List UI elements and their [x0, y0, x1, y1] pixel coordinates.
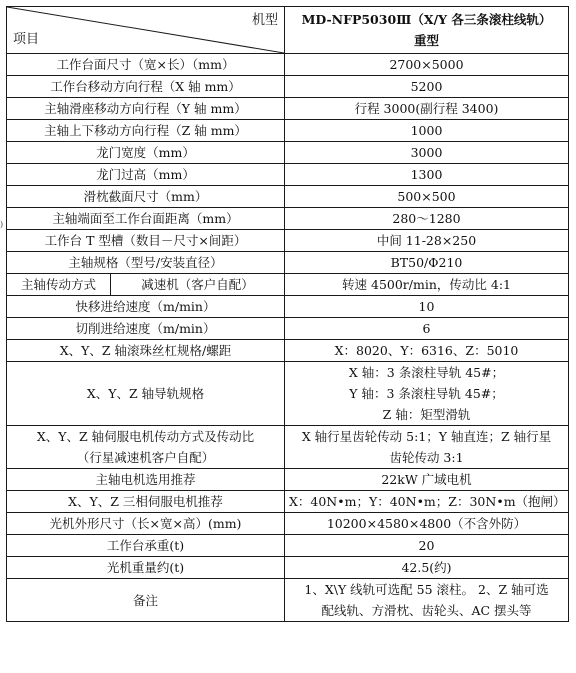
row-label: 主轴规格（型号/安装直径）: [7, 252, 285, 274]
model-name: MD-NFP5030Ⅲ（X/Y 各三条滚柱线轨）: [301, 12, 552, 27]
row-label: 光机外形尺寸（长×宽×高）(mm): [7, 513, 285, 535]
row-value: 3000: [285, 142, 569, 164]
row-value: 500×500: [285, 186, 569, 208]
table-row: [7, 318, 569, 340]
row-label: 工作台移动方向行程（X 轴 mm）: [7, 76, 285, 98]
table-row: [7, 76, 569, 98]
guide-value-cell: [285, 362, 569, 426]
servo-value-cell: [285, 426, 569, 469]
row-value: 10: [285, 296, 569, 318]
servo-row: [7, 426, 569, 469]
table-row: [7, 54, 569, 76]
row-value: 2700×5000: [285, 54, 569, 76]
model-class: 重型: [413, 33, 439, 48]
table-row: [7, 469, 569, 491]
header-diagonal-cell: [7, 7, 285, 54]
guide-value-y: Y 轴：3 条滚柱导轨 45#；: [349, 386, 504, 401]
table-row: [7, 513, 569, 535]
model-name-cell: [285, 7, 569, 54]
guide-value-x: X 轴：3 条滚柱导轨 45#；: [348, 365, 505, 380]
servo-value-line2: 齿轮传动 3:1: [389, 450, 464, 465]
row-value: 1300: [285, 164, 569, 186]
row-label: 快移进给速度（m/min）: [7, 296, 285, 318]
table-row: [7, 186, 569, 208]
header-row: [7, 7, 569, 54]
row-value: 行程 3000(副行程 3400): [285, 98, 569, 120]
row-value: 10200×4580×4800（不含外防）: [285, 513, 569, 535]
row-value: X：8020、Y：6316、Z：5010: [285, 340, 569, 362]
row-label: 主轴上下移动方向行程（Z 轴 mm）: [7, 120, 285, 142]
remark-label: 备注: [7, 579, 285, 622]
table-row: [7, 120, 569, 142]
table-row: [7, 98, 569, 120]
row-label: X、Y、Z 三相伺服电机推荐: [7, 491, 285, 513]
drive-label-main: 主轴传动方式: [7, 274, 111, 296]
guide-label: X、Y、Z 轴导轨规格: [7, 362, 285, 426]
remark-row: [7, 579, 569, 622]
diagonal-line: [7, 7, 284, 53]
row-label: 主轴端面至工作台面距离（mm）: [7, 208, 285, 230]
row-value: 20: [285, 535, 569, 557]
table-row: [7, 252, 569, 274]
drive-row: [7, 274, 569, 296]
row-value: 中间 11-28×250: [285, 230, 569, 252]
guide-value-z: Z 轴：矩型滑轨: [382, 407, 471, 422]
row-label: 主轴滑座移动方向行程（Y 轴 mm）: [7, 98, 285, 120]
row-label: 主轴电机选用推荐: [7, 469, 285, 491]
row-label: 切削进给速度（m/min）: [7, 318, 285, 340]
remark-value-cell: [285, 579, 569, 622]
row-value: 22kW 广域电机: [285, 469, 569, 491]
remark-line2: 配线轨、方滑枕、齿轮头、AC 摆头等: [321, 603, 532, 618]
row-label: 龙门宽度（mm）: [7, 142, 285, 164]
row-label: 工作台面尺寸（宽×长）（mm）: [7, 54, 285, 76]
row-label: 滑枕截面尺寸（mm）: [7, 186, 285, 208]
table-row: [7, 340, 569, 362]
row-label: 工作台承重(t): [7, 535, 285, 557]
table-row: [7, 535, 569, 557]
row-label: X、Y、Z 轴滚珠丝杠规格/螺距: [7, 340, 285, 362]
guide-row: [7, 362, 569, 426]
servo-label-cell: [7, 426, 285, 469]
table-row: [7, 491, 569, 513]
row-value: 5200: [285, 76, 569, 98]
table-row: [7, 142, 569, 164]
spec-table: [6, 6, 569, 622]
row-value: 42.5(约): [285, 557, 569, 579]
row-value: X：40N•m；Y：40N•m；Z：30N•m（抱闸）: [285, 491, 569, 513]
column-header-label: 机型: [251, 13, 278, 28]
row-value: 280～1280: [285, 208, 569, 230]
row-label: 龙门过高（mm）: [7, 164, 285, 186]
page-margin-mark: ): [0, 220, 4, 229]
drive-label-sub: 减速机（客户自配）: [111, 274, 285, 296]
table-row: [7, 164, 569, 186]
row-value: 1000: [285, 120, 569, 142]
table-row: [7, 557, 569, 579]
drive-value: 转速 4500r/min，传动比 4:1: [285, 274, 569, 296]
servo-label-line2: （行星减速机客户自配）: [76, 450, 215, 465]
row-label: 工作台 T 型槽（数目－尺寸×间距）: [7, 230, 285, 252]
row-label: 光机重量约(t): [7, 557, 285, 579]
servo-label-line1: X、Y、Z 轴伺服电机传动方式及传动比: [36, 429, 255, 444]
servo-value-line1: X 轴行星齿轮传动 5:1；Y 轴直连；Z 轴行星: [301, 429, 552, 444]
row-header-label: 项目: [13, 32, 40, 47]
table-row: [7, 208, 569, 230]
row-value: BT50/Φ210: [285, 252, 569, 274]
row-value: 6: [285, 318, 569, 340]
table-row: [7, 296, 569, 318]
remark-line1: 1、X\Y 线轨可选配 55 滚柱。 2、Z 轴可选: [304, 582, 549, 597]
table-row: [7, 230, 569, 252]
